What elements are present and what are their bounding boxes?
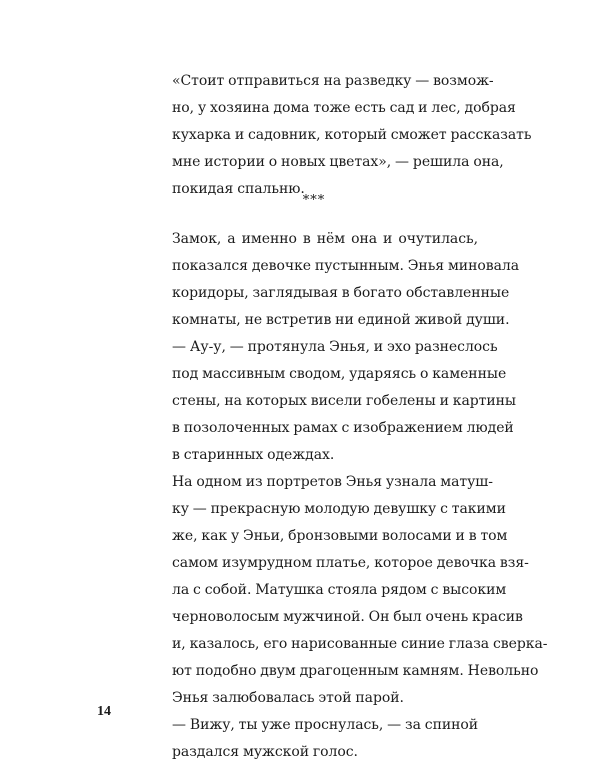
- page-number: 14: [97, 704, 111, 719]
- text-line: в позолоченных рамах с изображением людей: [172, 420, 514, 436]
- text-line: ку — прекрасную молодую девушку с такими: [172, 501, 506, 517]
- text-line: покидая спальню.: [172, 181, 305, 197]
- text-line: мне истории о новых цветах», — решила она,: [172, 154, 504, 170]
- text-line: ют подобно двум драгоценным камням. Невольно: [172, 663, 539, 679]
- text-line: На одном из портретов Энья узнала матуш-: [172, 474, 493, 490]
- text-line: черноволосым мужчиной. Он был очень красив: [172, 609, 523, 625]
- text-line: самом изумрудном платье, которое девочка взя-: [172, 555, 529, 571]
- text-line: Замок, а именно в нём она и очутилась,: [172, 231, 478, 247]
- text-block-main: [150, 226, 548, 766]
- paragraph-5: [150, 712, 478, 766]
- text-line: раздался мужской голос.: [172, 744, 358, 760]
- text-line: комнаты, не встретив ни единой живой души.: [172, 312, 510, 328]
- paragraph-1: [150, 68, 532, 203]
- text-line: — Ау-у, — протянула Энья, и эхо разнеслось: [172, 339, 498, 355]
- paragraph-2: [150, 226, 520, 334]
- text-line: — Вижу, ты уже проснулась, — за спиной: [172, 717, 479, 733]
- text-line: показался девочке пустынным. Энья миновала: [172, 258, 520, 274]
- text-line: но, у хозяина дома тоже есть сад и лес, добрая: [172, 100, 516, 116]
- text-line: стены, на которых висели гобелены и картины: [172, 393, 517, 409]
- section-separator: ***: [302, 193, 326, 208]
- text-block-top: [150, 68, 532, 203]
- text-line: Энья залюбовалась этой парой.: [172, 690, 404, 706]
- text-line: «Стоит отправиться на разведку — возмож-: [172, 73, 494, 89]
- text-line: ла с собой. Матушка стояла рядом с высоким: [172, 582, 507, 598]
- paragraph-3: [150, 334, 517, 469]
- text-line: же, как у Эньи, бронзовыми волосами и в том: [172, 528, 508, 544]
- paragraph-4: [150, 469, 548, 712]
- text-line: и, казалось, его нарисованные синие глаза сверка-: [172, 636, 548, 652]
- text-line: в старинных одеждах.: [172, 447, 335, 463]
- text-line: кухарка и садовник, который сможет рассказать: [172, 127, 532, 143]
- text-line: под массивным сводом, ударяясь о каменные: [172, 366, 507, 382]
- text-line: коридоры, заглядывая в богато обставленные: [172, 285, 510, 301]
